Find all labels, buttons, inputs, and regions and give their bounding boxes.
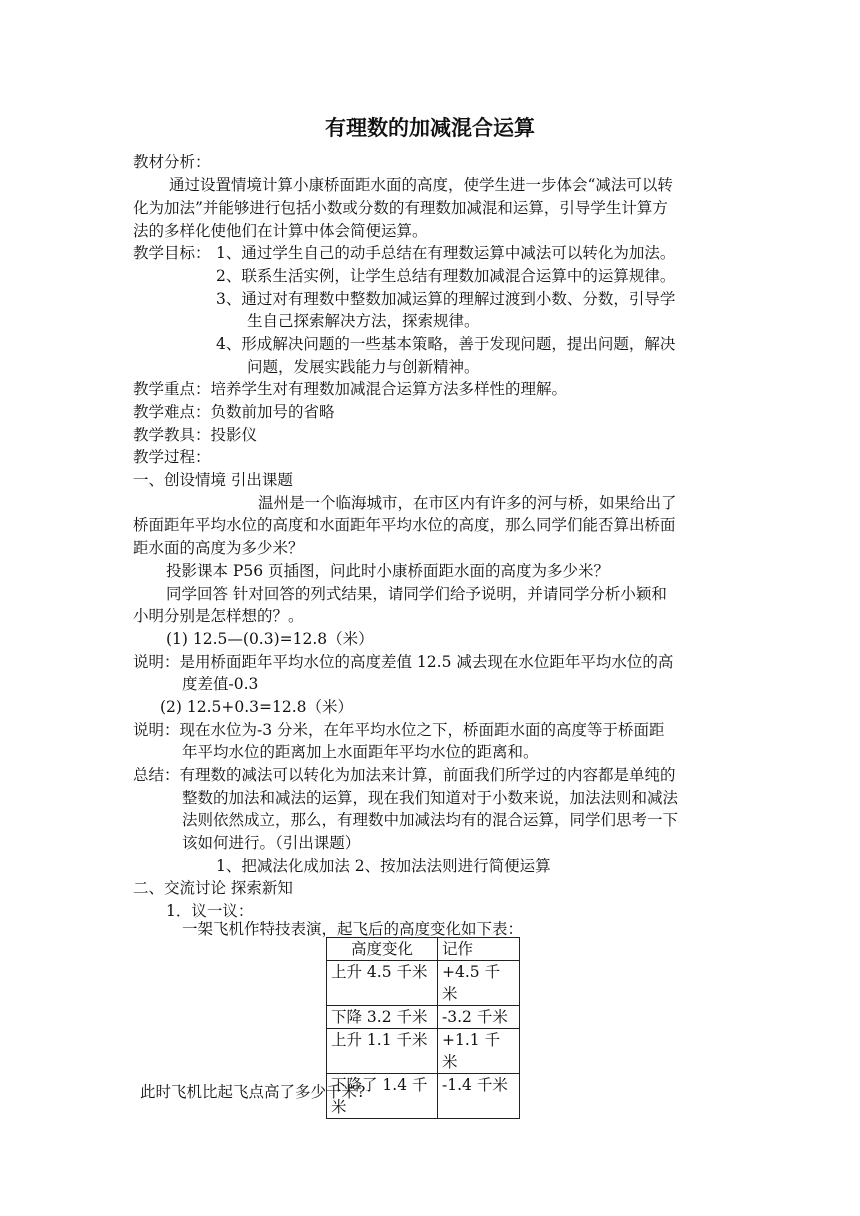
question-line: 此时飞机比起飞点高了多少千米? xyxy=(140,1083,366,1101)
explanation-2-line-1: 说明：现在水位为-3 分米，在年平均水位之下，桥面距水面的高度等于桥面距 xyxy=(133,721,665,739)
table-cell: 下降了 1.4 千米 xyxy=(327,1074,438,1119)
summary-line-4: 该如何进行。（引出课题） xyxy=(182,834,361,852)
process-heading: 教学过程： xyxy=(133,448,211,466)
goal-1: 1、通过学生自己的动手总结在有理数运算中减法可以转化为加法。 xyxy=(216,244,676,262)
table-row xyxy=(327,1029,520,1074)
analysis-line-2: 化为加法”并能够进行包括小数或分数的有理数加减混和运算，引导学生计算方 xyxy=(133,199,668,217)
section1-line-6: 小明分别是怎样想的？。 xyxy=(133,607,304,625)
equation-2: (2) 12.5+0.3=12.8（米） xyxy=(160,698,354,716)
difficulty: 教学难点：负数前加号的省略 xyxy=(133,403,335,421)
goal-2: 2、联系生活实例，让学生总结有理数加减混合运算中的运算规律。 xyxy=(216,267,676,285)
section2-heading: 二、交流讨论 探索新知 xyxy=(133,879,293,897)
section1-line-3: 距水面的高度为多少米？ xyxy=(133,539,304,557)
section1-heading: 一、创设情境 引出课题 xyxy=(133,471,293,489)
goals-heading: 教学目标： xyxy=(133,244,211,262)
table-cell: -3.2 千米 xyxy=(438,1006,520,1029)
goal-3: 3、通过对有理数中整数加减运算的理解过渡到小数、分数，引导学 xyxy=(216,290,676,308)
discussion-label: 1．议一议： xyxy=(166,902,254,920)
page-title: 有理数的加减混合运算 xyxy=(325,116,535,140)
table-header-cell: 高度变化 xyxy=(327,938,438,961)
table-cell: +4.5 千米 xyxy=(438,961,520,1006)
table-cell: -1.4 千米 xyxy=(438,1074,520,1119)
teaching-tools: 教学教具：投影仪 xyxy=(133,426,258,444)
explanation-2-line-2: 年平均水位的距离加上水面距年平均水位的距离和。 xyxy=(182,743,539,761)
explanation-1-line-1: 说明：是用桥面距年平均水位的高度差值 12.5 减去现在水位距年平均水位的高 xyxy=(133,653,674,671)
analysis-line-3: 法的多样化使他们在计算中体会简便运算。 xyxy=(133,222,428,240)
summary-line-1: 总结：有理数的减法可以转化为加法来计算，前面我们所学过的内容都是单纯的 xyxy=(133,766,676,784)
table-cell: 下降 3.2 千米 xyxy=(327,1006,438,1029)
section1-line-2: 桥面距年平均水位的高度和水面距年平均水位的高度，那么同学们能否算出桥面 xyxy=(133,516,676,534)
table-header-row xyxy=(327,938,520,961)
analysis-heading: 教材分析： xyxy=(133,153,211,171)
summary-line-2: 整数的加法和减法的运算，现在我们知道对于小数来说，加法法则和减法 xyxy=(182,789,679,807)
section1-line-4: 投影课本 P56 页插图，问此时小康桥面距水面的高度为多少米？ xyxy=(166,562,610,580)
goal-4-cont: 问题，发展实践能力与创新精神。 xyxy=(247,358,480,376)
table-row xyxy=(327,1006,520,1029)
table-cell: +1.1 千米 xyxy=(438,1029,520,1074)
section1-line-5: 同学回答 针对回答的列式结果，请同学们给予说明，并请同学分析小颖和 xyxy=(166,585,667,603)
key-point: 教学重点：培养学生对有理数加减混合运算方法多样性的理解。 xyxy=(133,380,568,398)
explanation-1-line-2: 度差值-0.3 xyxy=(182,675,259,693)
table-header-cell: 记作 xyxy=(438,938,520,961)
goal-4: 4、形成解决问题的一些基本策略，善于发现问题，提出问题，解决 xyxy=(216,335,676,353)
table-row xyxy=(327,961,520,1006)
plane-intro: 一架飞机作特技表演，起飞后的高度变化如下表： xyxy=(182,920,524,938)
analysis-line-1: 通过设置情境计算小康桥面距水面的高度，使学生进一步体会“减法可以转 xyxy=(169,176,673,194)
steps-line: 1、把减法化成加法 2、按加法法则进行简便运算 xyxy=(216,857,551,875)
goal-3-cont: 生自己探索解决方法，探索规律。 xyxy=(247,312,480,330)
summary-line-3: 法则依然成立，那么，有理数中加减法均有的混合运算，同学们思考一下 xyxy=(182,811,679,829)
table-cell: 上升 4.5 千米 xyxy=(327,961,438,1006)
equation-1: (1) 12.5—(0.3)=12.8（米） xyxy=(166,630,374,648)
table-cell: 上升 1.1 千米 xyxy=(327,1029,438,1074)
section1-line-1: 温州是一个临海城市，在市区内有许多的河与桥，如果给出了 xyxy=(258,494,677,512)
